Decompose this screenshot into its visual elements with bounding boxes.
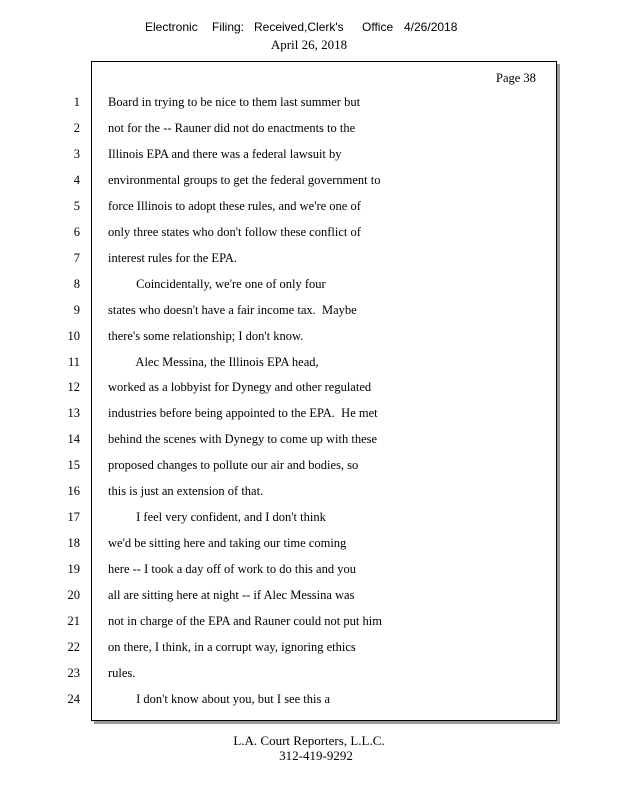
transcript-line: I don't know about you, but I see this a	[108, 691, 331, 706]
transcript-line: this is just an extension of that.	[108, 484, 264, 499]
line-number: 1	[73, 95, 80, 109]
transcript-line: here -- I took a day off of work to do this and you	[108, 562, 356, 577]
transcript-line: not in charge of the EPA and Rauner could not put him	[108, 614, 382, 628]
transcript-line: we'd be sitting here and taking our time coming	[108, 536, 347, 551]
transcript-line: environmental groups to get the federal government to	[108, 172, 381, 187]
transcript-line: behind the scenes with Dynegy to come up with these	[108, 432, 378, 447]
footer-phone: 312-419-9292	[279, 748, 353, 763]
line-number: 12	[67, 380, 80, 395]
line-number: 23	[67, 665, 80, 680]
line-number: 10	[67, 328, 80, 343]
transcript-line: industries before being appointed to the EPA. He met	[108, 406, 378, 421]
line-number: 8	[73, 276, 80, 291]
page-number: Page 38	[496, 71, 536, 85]
line-number: 4	[73, 172, 80, 187]
stamp-word-received: Received,Clerk's	[254, 20, 344, 34]
transcript-line: Coincidentally, we're one of only four	[108, 276, 326, 291]
transcript-line: force Illinois to adopt these rules, and we're one of	[108, 198, 361, 213]
stamp-date-line: April 26, 2018	[270, 37, 348, 52]
line-number: 14	[67, 432, 80, 447]
line-number: 18	[67, 536, 80, 551]
transcript-line: only three states who don't follow these conflict of	[108, 224, 361, 239]
transcript-line: worked as a lobbyist for Dynegy and other regulated	[108, 380, 372, 395]
transcript-line: proposed changes to pollute our air and bodies, so	[108, 458, 359, 473]
transcript-line: all are sitting here at night -- if Alec Messina was	[108, 588, 355, 602]
line-number: 24	[67, 691, 80, 706]
stamp-word-electronic: Electronic	[145, 20, 198, 34]
line-number: 16	[67, 484, 80, 499]
line-number: 19	[67, 562, 80, 577]
transcript-line: rules.	[108, 665, 136, 680]
transcript-line: on there, I think, in a corrupt way, ignoring ethics	[108, 639, 356, 654]
footer-company: L.A. Court Reporters, L.L.C.	[233, 733, 385, 748]
line-number: 22	[67, 639, 80, 654]
transcript-line: there's some relationship; I don't know.	[108, 328, 304, 343]
line-number: 2	[73, 121, 80, 135]
line-number: 11	[67, 354, 80, 369]
transcript-line: interest rules for the EPA.	[108, 250, 238, 265]
line-number: 3	[73, 146, 80, 161]
line-number: 21	[67, 614, 80, 628]
transcript-line: Alec Messina, the Illinois EPA head,	[108, 354, 319, 369]
line-number: 7	[73, 250, 80, 265]
transcript-line: Board in trying to be nice to them last summer but	[108, 95, 361, 109]
transcript-line: I feel very confident, and I don't think	[108, 510, 326, 525]
line-number: 13	[67, 406, 80, 421]
stamp-word-office: Office	[362, 20, 394, 34]
line-number: 20	[67, 588, 80, 602]
transcript-line: Illinois EPA and there was a federal lawsuit by	[108, 146, 342, 161]
stamp-filing-date: 4/26/2018	[404, 20, 458, 34]
line-number: 5	[73, 198, 80, 213]
line-number: 15	[67, 458, 80, 473]
stamp-word-filing: Filing:	[212, 20, 245, 34]
line-number: 6	[73, 224, 80, 239]
line-number: 17	[67, 510, 80, 525]
transcript-line: states who doesn't have a fair income tax. Maybe	[108, 302, 357, 317]
line-number: 9	[73, 302, 80, 317]
transcript-line: not for the -- Rauner did not do enactments to the	[108, 121, 356, 135]
